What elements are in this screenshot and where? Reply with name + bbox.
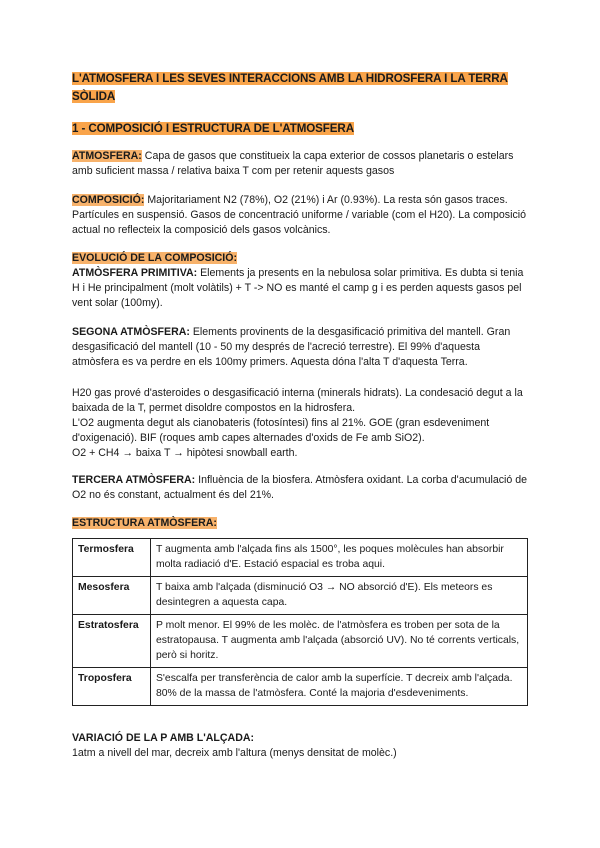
segona-hydrosphere-paragraph: H20 gas prové d'asteroides o desgasificació interna (minerals hidrats). La condesació degut a la baixada de la T, permet disoldre compostos en la hidrosfera. <box>72 387 523 415</box>
page-title: L'ATMOSFERA I LES SEVES INTERACCIONS AMB LA HIDROSFERA I LA TERRA SÒLIDA <box>72 72 508 103</box>
composicio-term: COMPOSICIÓ: <box>72 194 145 206</box>
layer-name: Mesosfera <box>73 577 151 615</box>
table-row <box>73 668 528 706</box>
layer-description: S'escalfa per transferència de calor amb la superfície. T decreix amb l'alçada. 80% de la massa de l'atmòsfera. Conté la majoria d'esdeveniments. <box>151 668 528 706</box>
composicio-paragraph: COMPOSICIÓ: Majoritariament N2 (78%), O2 (21%) i Ar (0.93%). La resta són gasos traces. Partícules en suspensió. Gasos de concentració uniforme / variable (com el H20). La composició actual no reflecteix la composició dels gasos volcànics. <box>72 194 526 237</box>
variacio-paragraph: 1atm a nivell del mar, decreix amb l'altura (menys densitat de molèc.) <box>72 747 397 759</box>
table-row <box>73 615 528 668</box>
tercera-paragraph: TERCERA ATMÒSFERA: Influència de la biosfera. Atmòsfera oxidant. La corba d'acumulació de O2 no és constant, actualment és del 21%. <box>72 474 528 502</box>
segona-paragraph: SEGONA ATMÒSFERA: Elements provinents de la desgasificació primitiva del mantell. Gran desgasificació del mantell (10 - 50 my després de l'acreció terrestre). El 99% d'aquesta atmòsfera es va perdre en els 100my primers. Aquesta dóna l'alta T d'aquesta Terra. <box>72 326 511 369</box>
primitiva-paragraph: ATMÒSFERA PRIMITIVA: Elements ja presents en la nebulosa solar primitiva. Es dubta si tenia H i He principalment (molt volàtils) + T -> NO es manté el camp g i es perden aquests gasos pel vent solar (100my). <box>72 267 524 310</box>
layer-name: Troposfera <box>73 668 151 706</box>
layer-name: Termosfera <box>73 539 151 577</box>
table-row <box>73 539 528 577</box>
structure-table <box>72 538 528 706</box>
atmosfera-term: ATMOSFERA: <box>72 150 142 162</box>
segona-oxygen-paragraph: L'O2 augmenta degut als cianobateris (fotosíntesi) fins al 21%. GOE (gran esdeveniment d'oxigenació). BIF (roques amb capes alternades d'oxids de Fe amb SiO2). <box>72 417 490 445</box>
evolucio-heading: EVOLUCIÓ DE LA COMPOSICIÓ: <box>72 252 237 264</box>
segona-snowball-paragraph: O2 + CH4 → baixa T → hipòtesi snowball earth. <box>72 447 298 459</box>
atmosfera-paragraph: ATMOSFERA: Capa de gasos que constitueix la capa exterior de cossos planetaris o estelars amb suficient massa / relativa baixa T com per retenir aquests gasos <box>72 150 514 178</box>
layer-description: P molt menor. El 99% de les molèc. de l'atmòsfera es troben per sota de la estratopausa. T augmenta amb l'alçada (absorció UV). No té corrents verticals, però si horitz. <box>151 615 528 668</box>
segona-term: SEGONA ATMÒSFERA: <box>72 326 190 338</box>
variacio-heading: VARIACIÓ DE LA P AMB L'ALÇADA: <box>72 732 255 744</box>
primitiva-term: ATMÒSFERA PRIMITIVA: <box>72 267 198 279</box>
layer-description: T baixa amb l'alçada (disminució O3 → NO absorció d'E). Els meteors es desintegren a aquesta capa. <box>151 577 528 615</box>
tercera-term: TERCERA ATMÒSFERA: <box>72 474 196 486</box>
estructura-heading: ESTRUCTURA ATMÒSFERA: <box>72 517 217 529</box>
layer-description: T augmenta amb l'alçada fins als 1500°, les poques molècules han absorbir molta radiació d'E. Estació espacial es troba aqui. <box>151 539 528 577</box>
layer-name: Estratosfera <box>73 615 151 668</box>
table-row <box>73 577 528 615</box>
section-heading: 1 - COMPOSICIÓ I ESTRUCTURA DE L'ATMOSFERA <box>72 122 354 135</box>
